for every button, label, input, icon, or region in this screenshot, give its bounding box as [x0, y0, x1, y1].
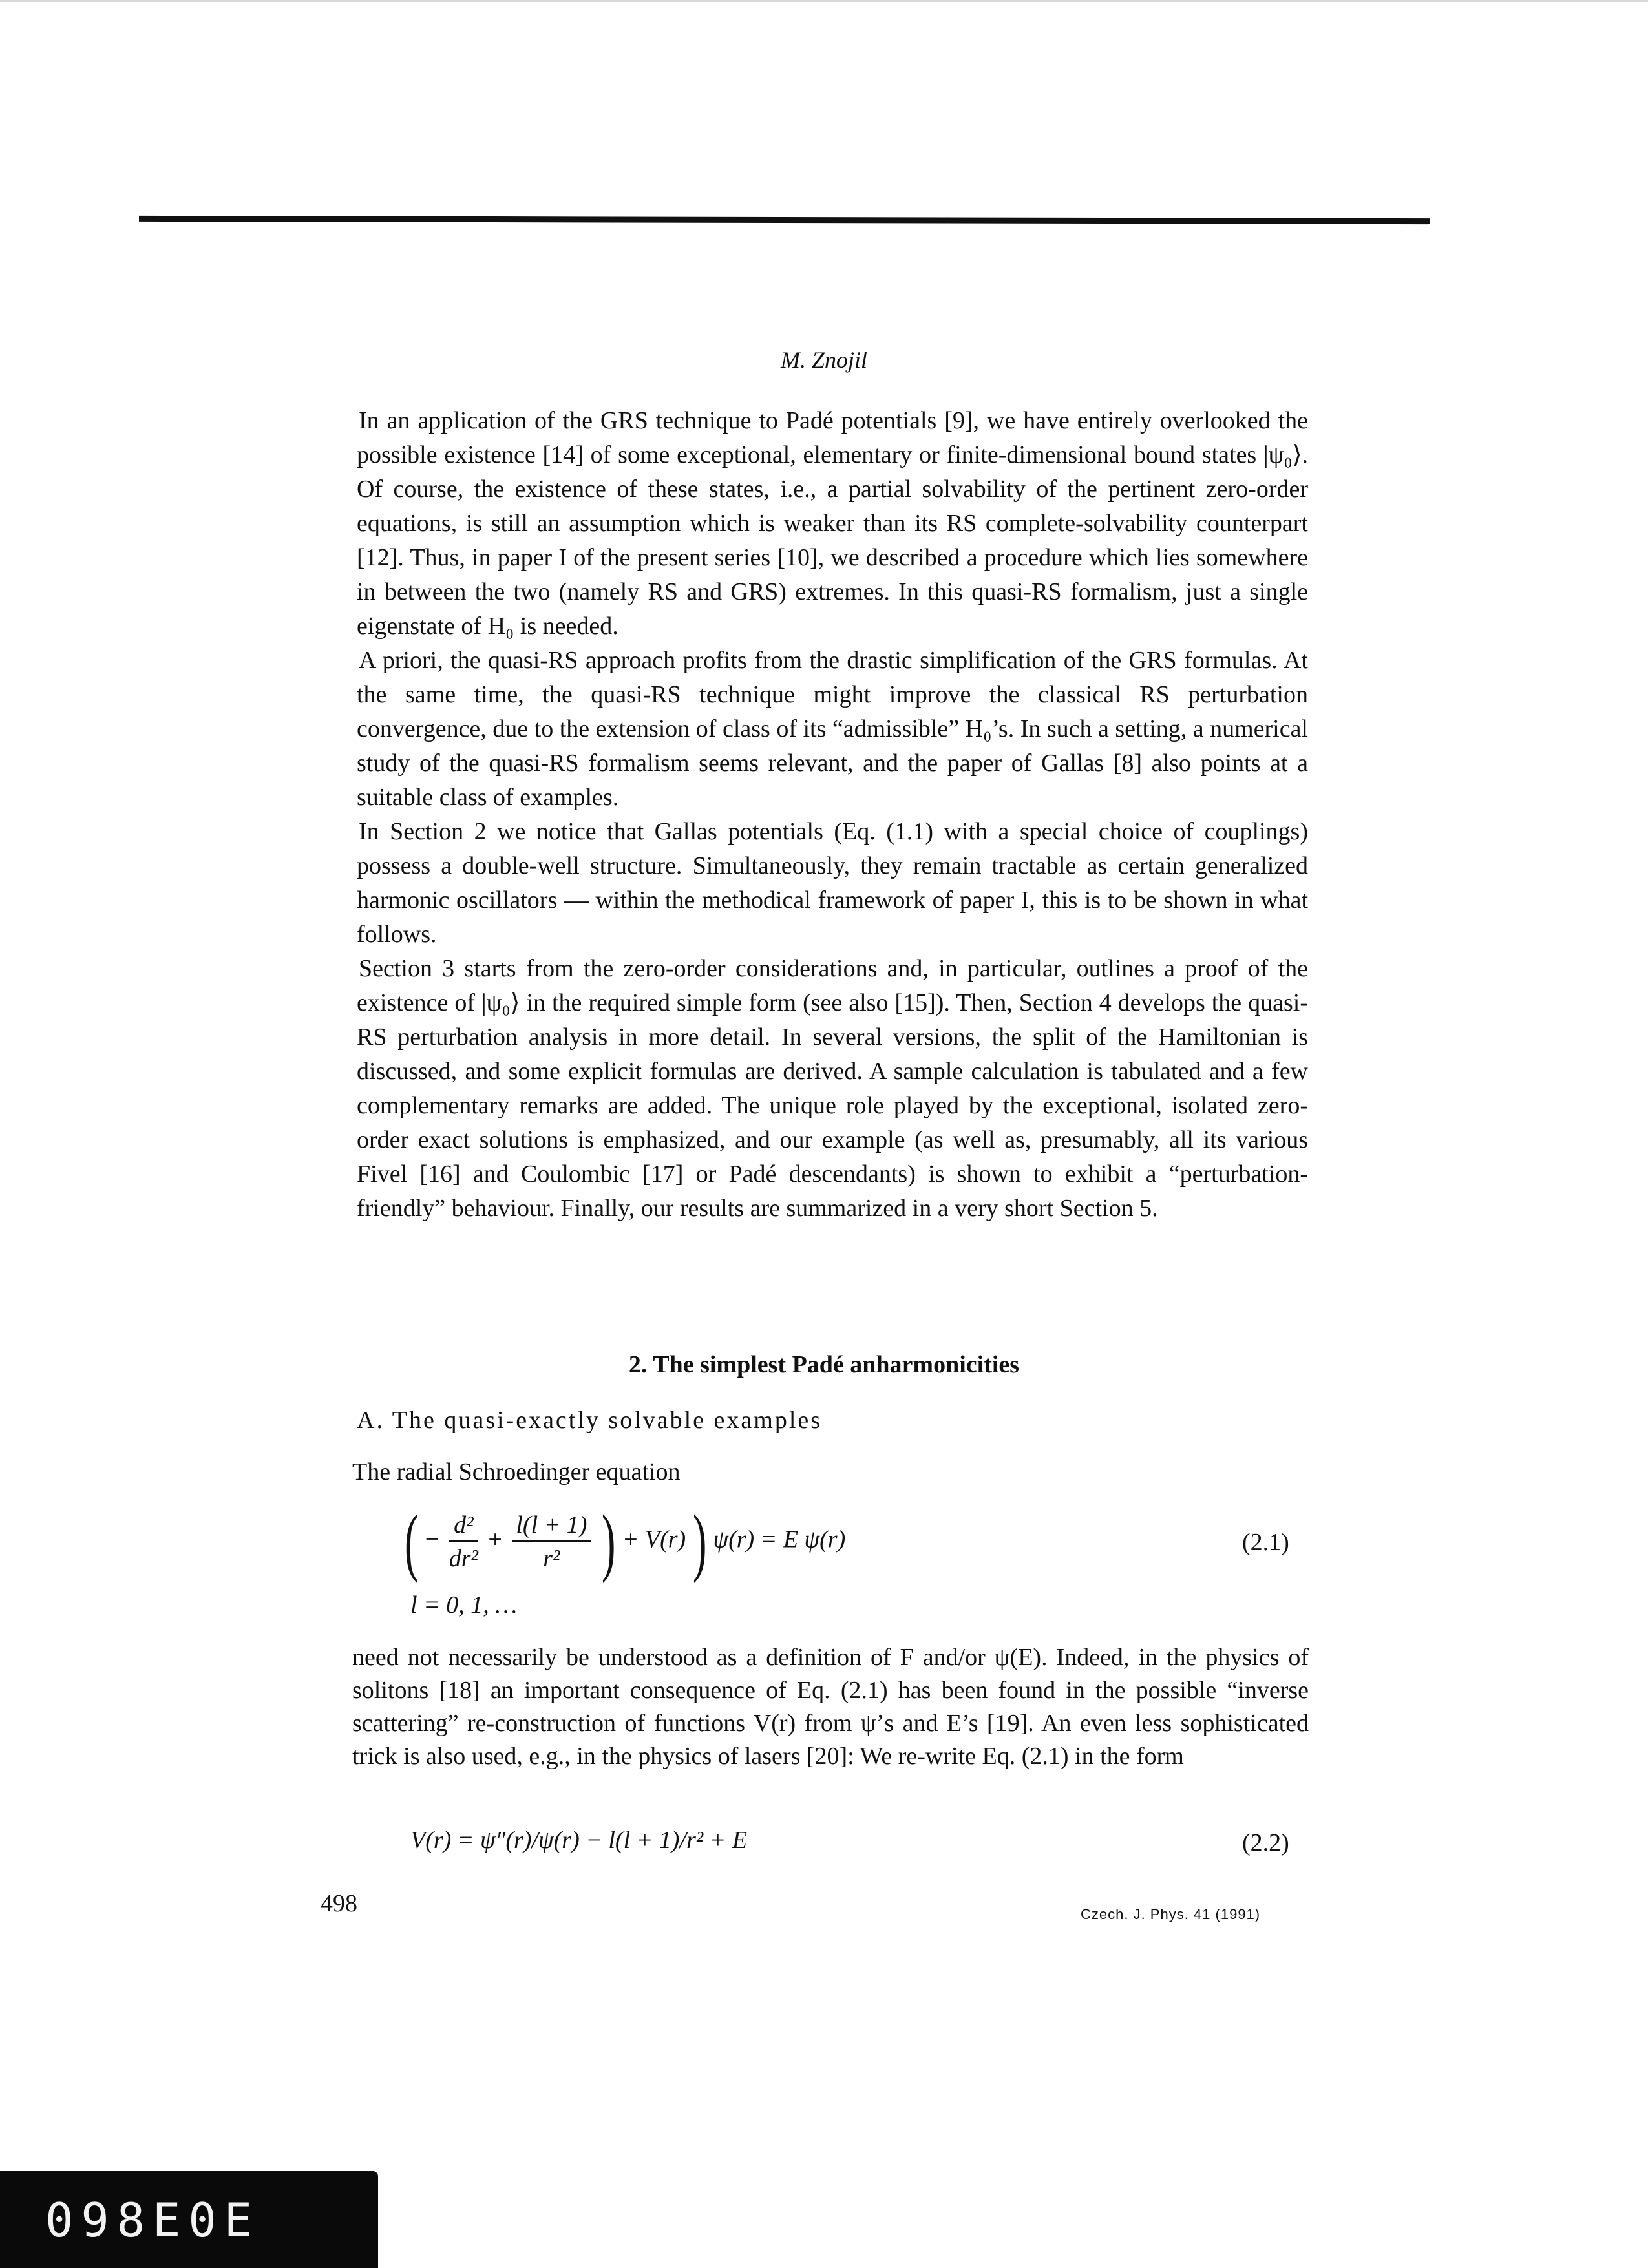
outer-right-paren: ) [692, 1499, 707, 1584]
equation-rhs: ψ(r) = E ψ(r) [713, 1526, 846, 1553]
page-number: 498 [321, 1890, 357, 1917]
potential-term: + V(r) [622, 1526, 686, 1553]
paragraph-2: A priori, the quasi-RS approach profits from the drastic simplification of the GRS formulas. At the same time, the quasi-RS technique might improve the classical RS perturbation convergence, due to the extension of class of its “admissible” H₀’s. In such a setting, a numerical study of the quasi-RS formalism seems relevant, and the paper of Gallas [8] also points at a suitable class of examples. [357, 647, 1308, 811]
paragraph-1: In an application of the GRS technique to Padé potentials [9], we have entirely overlooked the possible existence [14] of some exceptional, elementary or finite-dimensional bound states |ψ₀⟩. Of course, the existence of these states, i.e., a partial solvability of the pertinent zero-order equations, is still an assumption which is weaker than its RS complete-solvability counterpart [12]. Thus, in paper I of the present series [10], we described a procedure which lies somewhere in between the two (namely RS and GRS) extremes. In this quasi-RS formalism, just a single eigenstate of H₀ is needed. [357, 407, 1308, 640]
equation-condition: l = 0, 1, … [410, 1591, 517, 1619]
body-text [357, 404, 1308, 1226]
paragraph-3: In Section 2 we notice that Gallas potentials (Eq. (1.1) with a special choice of couplings) possess a double-well structure. Simultaneously, they remain tractable as certain generalized harmonic oscillators — within the methodical framework of paper I, this is to be shown in what follows. [357, 818, 1308, 948]
archive-stamp [0, 2171, 378, 2268]
left-paren: ( [404, 1499, 419, 1584]
fraction-d2-dr2 [449, 1511, 478, 1573]
fraction-numerator: d² [449, 1511, 478, 1542]
intro-line: The radial Schroedinger equation [352, 1458, 681, 1486]
subsection-heading: A. The quasi-exactly solvable examples [357, 1407, 823, 1434]
body-text-after-equation [352, 1641, 1309, 1773]
equation-2-1: ( − $\frac{\text{d²}}{\text{dr²}}$ + $\frac{l(l + 1)}{\text{r²}}$ ) + V(r) ) ψ(r) = E ψ(r) [404, 1498, 845, 1586]
right-paren: ) [601, 1499, 616, 1584]
paragraph-5: need not necessarily be understood as a definition of F and/or ψ(E). Indeed, in the physics of solitons [18] an important consequence of Eq. (2.1) has been found in the possible “inverse scattering” re-construction of functions V(r) from ψ’s and E’s [19]. An even less sophisticated trick is also used, e.g., in the physics of lasers [20]: We re-write Eq. (2.1) in the form [352, 1644, 1309, 1770]
top-edge-line [0, 0, 1648, 2]
stamp-code: 098E0E [45, 2193, 260, 2247]
fraction-centrifugal [512, 1511, 591, 1573]
fraction-numerator: l(l + 1) [512, 1511, 591, 1542]
equation-number-2-1: (2.1) [1242, 1529, 1289, 1556]
journal-citation: Czech. J. Phys. 41 (1991) [1081, 1906, 1261, 1922]
equation-number-2-2: (2.2) [1242, 1829, 1289, 1856]
equation-2-2: V(r) = ψ″(r)/ψ(r) − l(l + 1)/r² + E [410, 1827, 748, 1854]
section-heading: 2. The simplest Padé anharmonicities [628, 1351, 1020, 1378]
fraction-denominator: r² [543, 1545, 560, 1572]
fraction-denominator: dr² [449, 1545, 478, 1572]
header-rule [139, 216, 1430, 224]
running-head: M. Znojil [780, 347, 867, 373]
paragraph-4: Section 3 starts from the zero-order considerations and, in particular, outlines a proof of the existence of |ψ₀⟩ in the required simple form (see also [15]). Then, Section 4 develops the quasi-RS perturbation analysis in more detail. In several versions, the split of the Hamiltonian is discussed, and some explicit formulas are derived. A sample calculation is tabulated and a few complementary remarks are added. The unique role played by the exceptional, isolated zero-order exact solutions is emphasized, and our example (as well as, presumably, all its various Fivel [16] and Coulombic [17] or Padé descendants) is shown to exhibit a “perturbation-friendly” behaviour. Finally, our results are summarized in a very short Section 5. [357, 955, 1308, 1222]
